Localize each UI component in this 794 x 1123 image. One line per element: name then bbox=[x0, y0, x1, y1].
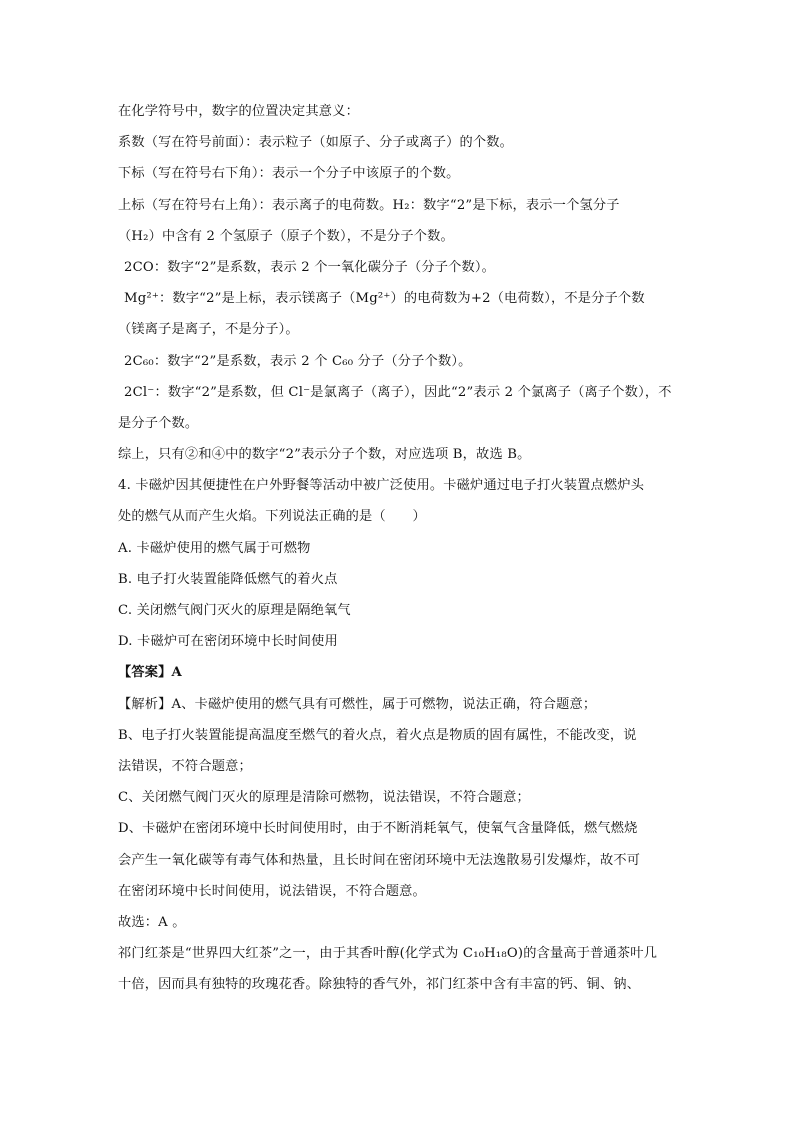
analysis-line: C、关闭燃气阀门灭火的原理是清除可燃物，说法错误，不符合题意； bbox=[118, 790, 530, 806]
option-a: A. 卡磁炉使用的燃气属于可燃物 bbox=[118, 540, 311, 556]
text-line: 2CO：数字“2”是系数，表示 2 个一氧化碳分子（分子个数）。 bbox=[124, 259, 496, 275]
text-line: 综上，只有②和④中的数字“2”表示分子个数，对应选项 B，故选 B。 bbox=[118, 447, 531, 463]
answer-line: 【答案】A bbox=[118, 665, 182, 681]
option-c: C. 关闭燃气阀门灭火的原理是隔绝氧气 bbox=[118, 603, 351, 618]
document-page bbox=[118, 96, 678, 1000]
text-line: 系数（写在符号前面）：表示粒子（如原子、分子或离子）的个数。 bbox=[118, 135, 514, 151]
text-line: 在化学符号中，数字的位置决定其意义： bbox=[118, 104, 359, 119]
analysis-line: 会产生一氧化碳等有毒气体和热量，且长时间在密闭环境中无法逸散易引发爆炸，故不可 bbox=[118, 852, 641, 868]
option-b: B. 电子打火装置能降低燃气的着火点 bbox=[118, 571, 338, 587]
text-line: 上标（写在符号右上角）：表示离子的电荷数。H₂：数字“2”是下标，表示一个氢分子 bbox=[118, 197, 620, 213]
option-d: D. 卡磁炉可在密闭环境中长时间使用 bbox=[118, 634, 338, 650]
analysis-line: 【解析】A、卡磁炉使用的燃气具有可燃性，属于可燃物，说法正确，符合题意； bbox=[118, 696, 597, 712]
question-stem: 处的燃气从而产生火焰。下列说法正确的是（ ） bbox=[118, 509, 426, 525]
analysis-line: D、卡磁炉在密闭环境中长时间使用时，由于不断消耗氧气，使氧气含量降低，燃气燃烧 bbox=[118, 821, 638, 837]
question-stem: 4. 卡磁炉因其便捷性在户外野餐等活动中被广泛使用。卡磁炉通过电子打火装置点燃炉头 bbox=[118, 478, 645, 494]
text-line: 2Cl⁻：数字“2”是系数，但 Cl⁻是氯离子（离子），因此“2”表示 2 个氯离子（离子个数），不 bbox=[124, 384, 672, 400]
analysis-line: 法错误，不符合题意； bbox=[118, 758, 252, 774]
text-line: Mg²⁺：数字“2”是上标，表示镁离子（Mg²⁺）的电荷数为+2（电荷数），不是分子个数 bbox=[124, 291, 645, 307]
text-line: 十倍，因而具有独特的玫瑰花香。除独特的香气外，祁门红茶中含有丰富的钙、铜、钠、 bbox=[118, 977, 641, 993]
text-line: （镁离子是离子，不是分子）。 bbox=[118, 322, 299, 338]
text-line: 是分子个数。 bbox=[118, 415, 199, 431]
choice-line: 故选：A 。 bbox=[118, 914, 186, 930]
text-line: （H₂）中含有 2 个氢原子（原子个数），不是分子个数。 bbox=[118, 228, 454, 244]
analysis-line: B、电子打火装置能提高温度至燃气的着火点，着火点是物质的固有属性，不能改变，说 bbox=[118, 727, 637, 743]
text-line: 祁门红茶是“世界四大红茶”之一，由于其香叶醇(化学式为 C₁₀H₁₈O)的含量高于普通茶叶几 bbox=[118, 946, 658, 962]
analysis-line: 在密闭环境中长时间使用，说法错误，不符合题意。 bbox=[118, 883, 426, 899]
text-line: 下标（写在符号右下角）：表示一个分子中该原子的个数。 bbox=[118, 166, 460, 182]
text-line: 2C₆₀：数字“2”是系数，表示 2 个 C₆₀ 分子（分子个数）。 bbox=[124, 353, 472, 369]
